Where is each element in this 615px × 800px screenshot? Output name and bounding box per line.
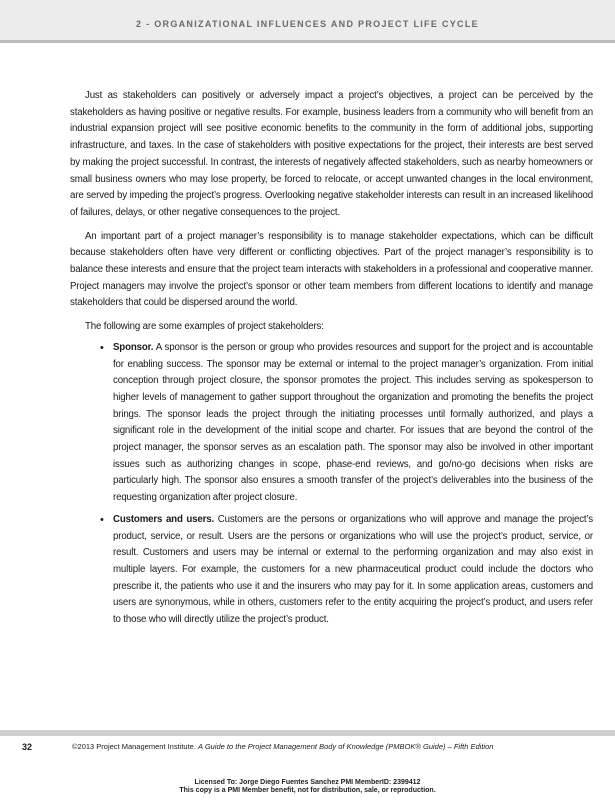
list-item-term: Customers and users. xyxy=(113,513,215,525)
page-body xyxy=(70,88,593,634)
list-item xyxy=(100,512,593,629)
chapter-title: 2 - ORGANIZATIONAL INFLUENCES AND PROJECT LIFE CYCLE xyxy=(136,19,479,29)
body-paragraph: Just as stakeholders can positively or adversely impact a project’s objectives, a project can be perceived by the stakeholders as having positive or negative results. For example, business leaders from a community who will benefit from an industrial expansion project will see positive economic benefits to the community in the form of additional jobs, supporting infrastructure, and taxes. In the case of stakeholders with positive expectations for the project, their interests are best served by making the project successful. In contrast, the interests of negatively affected stakeholders, such as nearby homeowners or small business owners who may lose property, be forced to relocate, or accept unwanted changes in the local environment, are served by impeding the project’s progress. Overlooking negative stakeholder interests can result in an increased likelihood of failures, delays, or other negative consequences to the project. xyxy=(70,90,593,218)
list-item-term: Sponsor. xyxy=(113,341,154,353)
license-line: This copy is a PMI Member benefit, not for distribution, sale, or reproduction. xyxy=(179,787,436,794)
bullet-icon: • xyxy=(100,341,104,354)
stakeholder-list xyxy=(70,340,593,629)
footer-citation xyxy=(72,742,493,751)
page-number: 32 xyxy=(22,742,33,752)
license-notice xyxy=(0,779,615,795)
list-item xyxy=(100,340,593,507)
citation-title: A Guide to the Project Management Body of Knowledge (PMBOK® Guide) – Fifth Edition xyxy=(198,742,494,751)
list-item-text: Customers are the persons or organizations who will approve and manage the project’s product, service, or result. Users are the persons or organizations who will use the project’s product, service, or result. Customers and users may be internal or external to the performing organization and may also exist in multiple layers. For example, the customers for a new pharmaceutical product could include the doctors who prescribe it, the patients who use it and the insurers who may pay for it. In some application areas, customers and users are synonymous, while in others, customers refer to the entity acquiring the project’s product, and users refer to those who will directly utilize the project’s product. xyxy=(113,513,593,626)
list-lead-in: The following are some examples of project stakeholders: xyxy=(85,321,324,333)
footer-divider xyxy=(0,730,615,736)
copyright-text: ©2013 Project Management Institute. xyxy=(72,742,196,751)
list-item-text: A sponsor is the person or group who provides resources and support for the project and is accountable for enabling success. The sponsor may be external or internal to the project manager’s organization. From initial conception through project closure, the sponsor promotes the project. This includes serving as spokesperson to higher levels of management to gather support throughout the organization and promoting the benefits the project brings. The sponsor leads the project through the initiating processes until formally authorized, and plays a significant role in the development of the initial scope and charter. For issues that are beyond the control of the project manager, the sponsor serves as an escalation path. The sponsor may also be involved in other important issues such as authorizing changes in scope, phase-end reviews, and go/no-go decisions when risks are particularly high. The sponsor also ensures a smooth transfer of the project’s deliverables into the business of the requesting organization after project closure. xyxy=(113,341,593,504)
license-line: Licensed To: Jorge Diego Fuentes Sanchez PMI MemberID: 2399412 xyxy=(194,779,421,786)
bullet-icon: • xyxy=(100,513,104,526)
body-paragraph: An important part of a project manager’s responsibility is to manage stakeholder expectations, which can be difficult because stakeholders often have very different or conflicting objectives. Part of the project manager’s responsibility is to balance these interests and ensure that the project team interacts with stakeholders in a professional and cooperative manner. Project managers may involve the project’s sponsor or other team members from different locations to identify and manage stakeholders that could be dispersed around the world. xyxy=(70,230,593,309)
running-header xyxy=(0,0,615,43)
